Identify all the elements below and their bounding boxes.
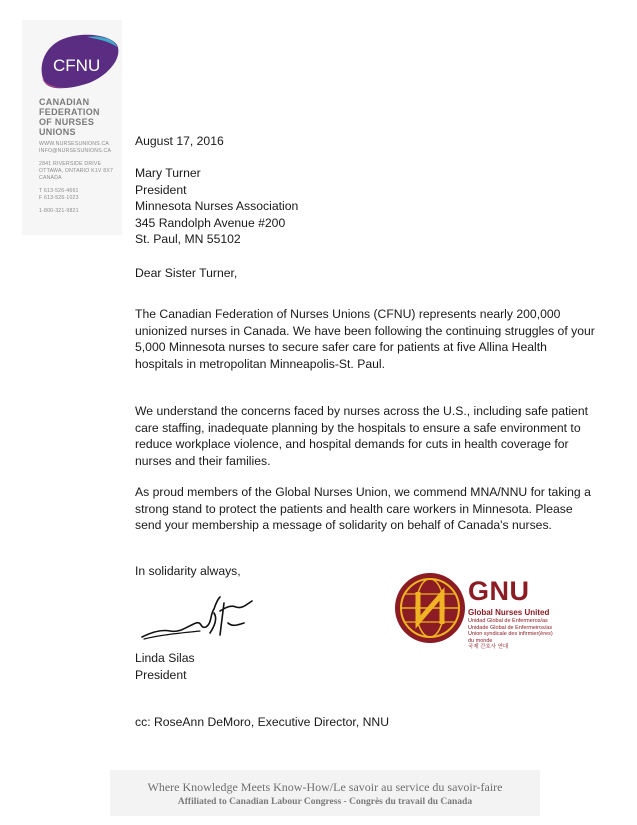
phone: T 613-526-4661 [39, 188, 79, 194]
org-name [39, 97, 100, 137]
signer-block [135, 650, 195, 683]
recipient-line: St. Paul, MN 55102 [135, 232, 241, 246]
recipient-line: Minnesota Nurses Association [135, 199, 299, 213]
gnu-translations [468, 618, 558, 651]
org-name-line: CANADIAN [39, 97, 90, 107]
paragraph-1: The Canadian Federation of Nurses Unions (CFNU) represents nearly 200,000 unionized nurses in Canada. We have been following the continuing struggles of your 5,000 Minnesota nurses to secure safer care for patients at five Allina Health hospitals in metropolitan Minneapolis-St. Paul. [135, 307, 595, 371]
closing: In solidarity always, [135, 564, 241, 578]
recipient-line: Mary Turner [135, 166, 201, 180]
recipient-line: President [135, 182, 187, 197]
gnu-subtitle: Global Nurses United [468, 608, 550, 617]
footer-slogan: Where Knowledge Meets Know-How/Le savoir au service du savoir-faire [147, 780, 503, 794]
contact-block [39, 141, 113, 215]
gnu-logo [392, 570, 552, 650]
recipient-address [135, 165, 298, 248]
org-name-line: OF NURSES [39, 117, 95, 127]
signer-title: President [135, 667, 187, 682]
address-line: 2841 RIVERSIDE DRIVE [39, 161, 102, 167]
fax: F 613-526-1023 [39, 195, 79, 201]
website: WWW.NURSESUNIONS.CA [39, 141, 110, 147]
gnu-translation-line: du monde [468, 637, 493, 644]
gnu-translation-line: Unidad Global de Enfermeros/as [468, 618, 548, 624]
footer-affiliation: Affiliated to Canadian Labour Congress - Congrès du travail du Canada [177, 797, 473, 807]
tollfree: 1-800-321-9821 [39, 208, 79, 214]
address-line: OTTAWA, ONTARIO K1V 8X7 [39, 168, 114, 174]
gnu-title: GNU [468, 576, 530, 606]
gnu-translation-line: Union syndicale des infirmier(ères) [468, 631, 553, 637]
email: INFO@NURSESUNIONS.CA [39, 148, 112, 154]
signer-name: Linda Silas [135, 651, 195, 665]
paragraph-2: We understand the concerns faced by nurses across the U.S., including safe patient care staffing, inadequate planning by the hospitals to ensure a safe environment to reduce workplace violence, and hospital demands for cuts in health coverage for nurses and their families. [135, 404, 589, 468]
letter-date: August 17, 2016 [135, 134, 224, 148]
cfnu-logo-text: CFNU [53, 56, 101, 75]
paragraph-3: As proud members of the Global Nurses Union, we commend MNA/NNU for taking a strong stand to protect the patients and health care workers in Minnesota. Please send your membership a message of solidarity on behalf of Canada's nurses. [135, 485, 591, 532]
address-line: CANADA [39, 175, 62, 181]
signature [140, 593, 255, 645]
recipient-line: 345 Randolph Avenue #200 [135, 215, 286, 230]
gnu-translation-line: Unidade Global de Enfermeiros/as [468, 624, 553, 631]
globe-icon [392, 570, 468, 646]
cfnu-logo [39, 33, 119, 89]
salutation: Dear Sister Turner, [135, 266, 238, 280]
org-name-line: FEDERATION [39, 107, 100, 117]
gnu-translation-line: 국제 간호사 연대 [468, 644, 509, 650]
cc-line: cc: RoseAnn DeMoro, Executive Director, NNU [135, 715, 389, 729]
org-name-line: UNIONS [39, 127, 76, 137]
